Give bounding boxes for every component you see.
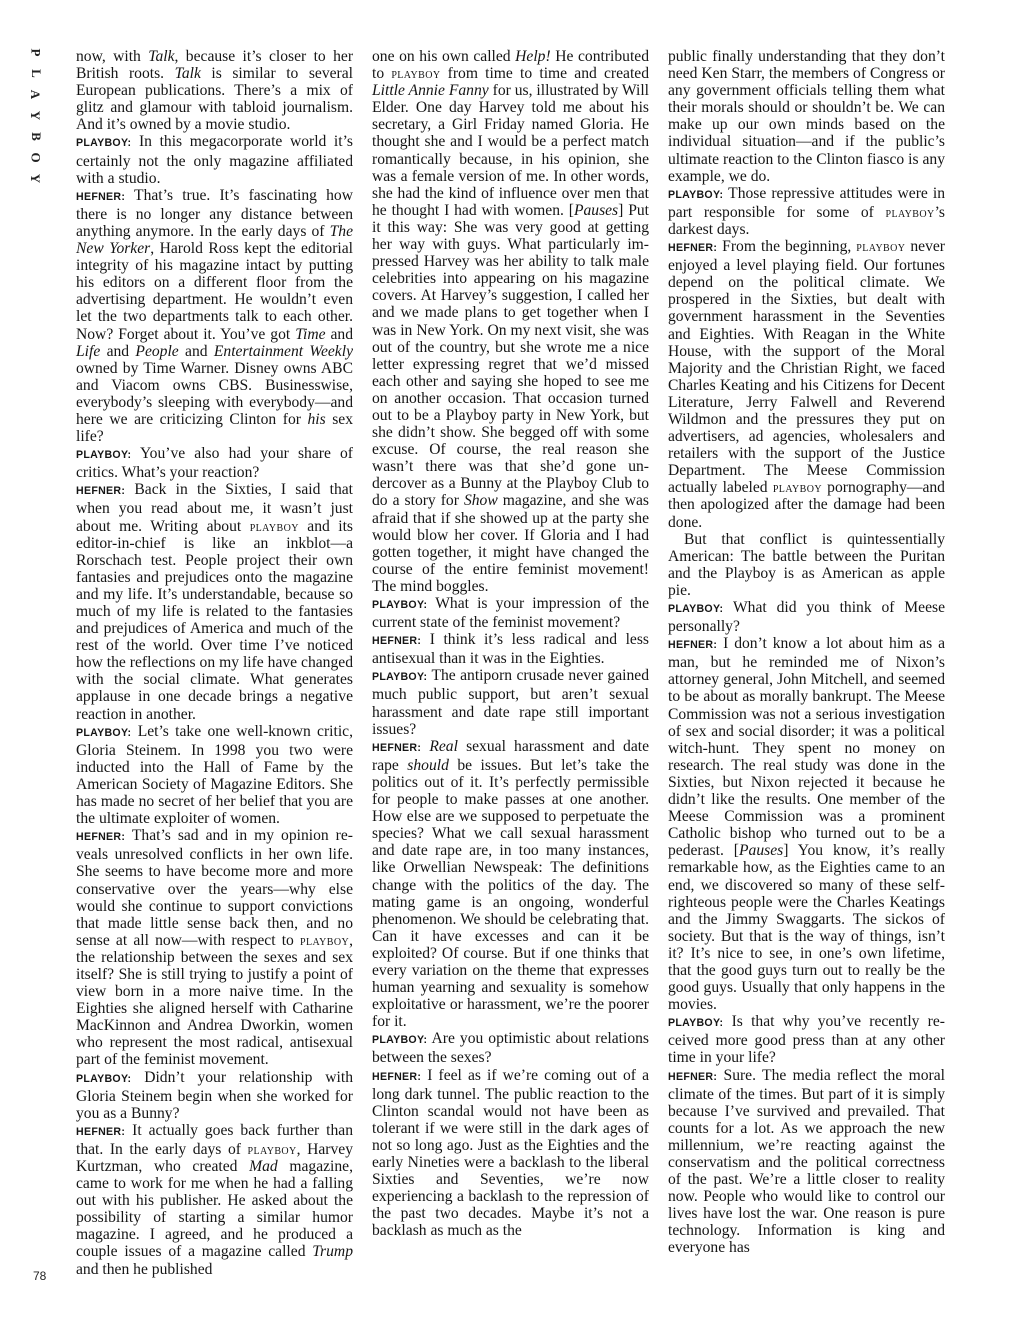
- article-paragraph: [76, 187, 353, 445]
- speaker-label: HEFNER:: [668, 639, 718, 652]
- text-run: That’s sad and in my opinion reveals unresolved conflicts in her own life. She seems to have become more and more conservative over the years—why else would she continue to support convictions that made little sense back then, and no sense at all now—with respect to: [76, 827, 353, 949]
- italic-text: Time: [295, 325, 326, 343]
- running-head-letter: P: [28, 48, 44, 57]
- running-head-letter: B: [28, 132, 44, 141]
- speaker-label: HEFNER:: [76, 1125, 126, 1138]
- small-caps-text: playboy: [772, 480, 822, 496]
- text-run: Sure. The media reflect the moral climate of the times. But part of it is simply because I’ve survived and prevailed. That counts for a lot. As we approach the new millennium, we’re reacting against the conservatism and the political correctness of the past. We’re a little closer to reality now. People who would like to control our lives have lost the war. One reason is pure technology. Information is king and everyone has: [668, 1066, 945, 1257]
- italic-text: Pauses: [739, 842, 784, 860]
- text-run: You’ve also had your share of critics. What’s your reaction?: [76, 445, 353, 482]
- article-paragraph: [372, 1067, 649, 1240]
- text-run: from time to time and created: [440, 65, 649, 83]
- italic-text: Talk: [174, 65, 201, 83]
- text-run: for us, illustrated by Will Elder. One day Harvey told me about his secretary, a Girl Friday named Gloria. He thought she and I would be a perfect match romantically because, in his opinion, she was a female version of me. In other words, she had the kind of influence over men that he thought I had with women. [: [372, 82, 650, 219]
- italic-text: Life: [76, 342, 101, 360]
- article-column-1: [76, 48, 353, 1278]
- article-paragraph: [668, 1013, 945, 1066]
- italic-text: Little Annie Fanny: [372, 82, 489, 100]
- speaker-label: HEFNER:: [76, 190, 126, 203]
- page-number: 78: [33, 1269, 47, 1283]
- text-run: Let’s take one well-known critic, Gloria Steinem. In 1998 you two were inducted into the Hall of Fame by the American Society of Magazine Editors. She has made no secret of her belief that you are the ultimate exploiter of women.: [76, 722, 353, 828]
- italic-text: Help!: [515, 48, 551, 65]
- text-run: and then he published: [76, 1260, 213, 1278]
- italic-text: his: [307, 410, 326, 428]
- text-run: That’s true. It’s fascinating how there is no longer any distance between anything anymore. In the early days of: [76, 186, 353, 240]
- article-paragraph: [372, 595, 649, 631]
- small-caps-text: playboy: [885, 204, 935, 220]
- text-run: sex life?: [76, 410, 353, 446]
- text-run: Are you optimistic about relations between the sexes?: [372, 1030, 649, 1067]
- article-paragraph: [76, 481, 353, 722]
- text-run: Back in the Sixties, I said that when you read about me, it wasn’t just about me. Writing about: [76, 481, 353, 535]
- article-paragraph: [668, 635, 945, 1013]
- italic-text: Real: [429, 737, 458, 755]
- italic-text: People: [135, 342, 179, 360]
- italic-text: Trump: [312, 1243, 353, 1261]
- italic-text: Show: [463, 492, 498, 510]
- speaker-label: PLAYBOY:: [76, 726, 132, 739]
- text-run: What is your impression of the current state of the feminist movement?: [372, 595, 649, 632]
- italic-text: should: [407, 756, 449, 774]
- running-head-letter: Y: [28, 110, 44, 121]
- text-run: The antiporn crusade never gained much public support, but aren’t sexual harassment and date rape still important issues?: [372, 667, 649, 738]
- text-run: I don’t know a lot about him as a man, but he reminded me of Nixon’s attorney general, John Mitchell, and seemed to be about as morally bankrupt. The Meese Commission was not a serious investigation of sex and social disorder; it was a political witch-hunt. They spent no money on research. The real study was done in the Sixties, but Nixon rejected it because he didn’t like the results. One member of the Meese Commission was a prominent Catholic bishop who turned out to be a pederast. [: [668, 635, 945, 860]
- text-run: public finally understanding that they don’t need Ken Starr, the members of Congress or any government officials telling them what their morals should or shouldn’t be. We can make up our own minds based on the individual situation—and if the public’s ultimate reaction to the Clinton fiasco is any example, we do.: [668, 48, 945, 185]
- article-paragraph: [668, 238, 945, 531]
- article-paragraph: [372, 667, 649, 737]
- article-column-3: [668, 48, 945, 1257]
- speaker-label: PLAYBOY:: [76, 1072, 132, 1085]
- small-caps-text: playboy: [391, 66, 441, 82]
- text-run: is similar to several European publications. There’s a mix of glitz and glamour with tabloid journalism. And it’s owned by a movie studio.: [76, 65, 354, 134]
- italic-text: Pauses: [573, 201, 619, 219]
- article-paragraph: [668, 185, 945, 238]
- running-head-letter: A: [28, 89, 44, 100]
- text-run: But that conflict is quintessentially American: The battle between the Puritan and the Playboy is as American as apple pie.: [668, 530, 945, 599]
- article-paragraph: [76, 445, 353, 481]
- article-paragraph: [76, 723, 353, 828]
- text-run: one on his own called: [372, 48, 516, 65]
- text-run: I think it’s less radical and less antisexual than it was in the Eighties.: [372, 631, 649, 668]
- text-run: , Harvey Kurtzman, who created: [76, 1140, 354, 1175]
- text-run: It actually goes back further than that. In the early days of: [76, 1121, 353, 1158]
- text-run: pornography—and then apologized after the damage had been done.: [668, 479, 945, 531]
- text-run: He contributed to: [372, 48, 649, 83]
- speaker-label: PLAYBOY:: [372, 671, 428, 684]
- text-run: magazine, came to work for me when he had a falling out with his publisher. He asked about the possibility of starting a similar humor magazine. I agreed, and he produced a couple issues of a magazine called: [76, 1158, 353, 1261]
- text-run: and its editor-in-chief is like an inkblot—a Rorschach test. People project their own fantasies and prejudices onto the magazine and my life. It’s understandable, because so much of my life is related to the fantasies and prejudices of America and much of the rest of the world. Over time I’ve noticed how the reflections on my life have changed with the social climate. What generates applause in one decade brings a negative reaction in another.: [76, 517, 353, 723]
- speaker-label: HEFNER:: [372, 741, 422, 754]
- speaker-label: PLAYBOY:: [668, 1017, 724, 1030]
- speaker-label: PLAYBOY:: [668, 603, 724, 615]
- text-run: In this megacorporate world it’s certainly not the only magazine affiliated with a studio.: [76, 133, 353, 187]
- article-paragraph: [668, 48, 945, 185]
- speaker-label: HEFNER:: [372, 1070, 422, 1083]
- text-run: ] You know, it’s really remarkable how, as the Eighties came to an end, we discovered so many of these self-righteous people were the Charles Keatings and the Jimmy Swaggarts. The sickos of society. But that is the way of things, isn’t it? It’s nice to see, in one’s own lifetime, that the good guys turn out to really be the good guys. Usually that only happens in the movies.: [668, 842, 945, 1014]
- speaker-label: PLAYBOY:: [372, 599, 428, 611]
- italic-text: Mad: [249, 1158, 278, 1175]
- text-run: From the beginning,: [717, 238, 857, 256]
- text-run: Those repressive attitudes were in part responsible for some of: [668, 184, 945, 221]
- text-run: magazine, and she was afraid that if she showed up at the party she would blow her cover. If Gloria and I had gotten together, it might have changed the course of the entire feminist movement! The mind boggles.: [372, 492, 649, 595]
- article-paragraph: [668, 1067, 945, 1257]
- text-run: , because it’s closer to her British roots.: [76, 48, 354, 83]
- small-caps-text: playboy: [299, 932, 350, 948]
- article-paragraph: [372, 1030, 649, 1066]
- speaker-label: HEFNER:: [76, 831, 126, 844]
- small-caps-text: playboy: [247, 1141, 297, 1157]
- article-paragraph: [668, 599, 945, 635]
- small-caps-text: playboy: [249, 518, 299, 534]
- text-run: , Harold Ross kept the editorial integrity of his magazine intact by putting his editors on a different floor from the advertising department. He wouldn’t even let the two departments talk to each other. Now? Forget about it. You’ve got: [76, 240, 353, 343]
- text-run: never enjoyed a level playing field. Our fortunes depend on the political climate. We prospered in the Sixties, but dealt with government harassment in the Seventies and Eighties. With Reagan in the White House, with the support of the Moral Majority and the Christian Right, we faced Charles Keating and his Citizens for Decent Literature, Jerry Falwell and Reverend Wildmon and the pressures they put on advertisers, ad agencies, wholesalers and retailers with the support of the Justice Department. The Meese Commission actually labeled: [668, 238, 945, 497]
- running-head-letter: Y: [28, 173, 44, 184]
- italic-text: Talk: [148, 48, 175, 65]
- text-run: I feel as if we’re coming out of a long dark tunnel. The public reaction to the Clinton scandal would not have been as tolerant if we were still in the dark ages of not so long ago. Just as the Eighties and the early Nineties were a backlash to the liberal Sixties and Seventies, we’re now experiencing a backlash to the repression of the past two decades. Maybe it’s not a backlash as much as the: [372, 1066, 649, 1240]
- article-paragraph: [76, 827, 353, 1068]
- text-run: ] Put it this way: She was very good at getting her way with guys. What particularly impressed Harvey was her ability to talk male celebrities into appearing on his magazine covers. At Harvey’s suggestion, I called her and we made plans to get together when I was in New York. On my next visit, she was out of the country, but she wrote me a nice letter expressing regret that we’d missed each other and saying she hoped to see me on another occasion. That occasion turned out to be a Playboy party in New York, but she didn’t show. She begged off with some excuse. Of course, the real reason she wasn’t there was that she’d gone undercover as a Bunny at the Playboy Club to do a story for: [372, 201, 649, 510]
- running-head-letter: L: [28, 69, 44, 78]
- article-paragraph: [76, 1122, 353, 1278]
- italic-text: Entertainment Weekly: [213, 342, 353, 360]
- article-paragraph: [76, 133, 353, 186]
- text-run: Didn’t your relationship with Gloria Steinem begin when she worked for you as a Bunny?: [76, 1068, 353, 1122]
- article-paragraph: [372, 738, 649, 1031]
- text-run: now, with: [76, 48, 149, 65]
- article-paragraph: [76, 48, 353, 133]
- speaker-label: PLAYBOY:: [668, 188, 724, 201]
- text-run: and: [100, 342, 136, 360]
- text-run: What did you think of Meese personally?: [668, 599, 945, 636]
- text-run: be issues. But let’s take the politics out of it. It’s perfectly permissible for people to make passes at one another. How else are we supposed to perpetuate the species? What we call sexual harassment and date rape are, in too many instances, like Orwellian Newspeak: The definitions change with the politics of the day. The mating game is an ongoing, wonderful phenomenon. We should be celebrating that. Can it have excesses and can it be exploited? Of course. But if one thinks that every variation on the theme that expresses human yearning and sexuality is somehow exploitative or harassment, we’re the poorer for it.: [372, 756, 650, 1031]
- speaker-label: PLAYBOY:: [372, 1034, 428, 1047]
- speaker-label: HEFNER:: [76, 485, 126, 498]
- speaker-label: HEFNER:: [372, 635, 422, 648]
- text-run: and: [325, 325, 353, 343]
- text-run: owned by Time Warner. Disney owns ABC and Viacom owns CBS. Businesswise, everybody’s sleeping with everybody—and here we are criticizing Clinton for: [76, 359, 353, 428]
- speaker-label: PLAYBOY:: [76, 449, 132, 462]
- text-run: sexual harassment and date rape: [372, 737, 649, 774]
- article-paragraph: [668, 531, 945, 599]
- speaker-label: HEFNER:: [668, 242, 718, 255]
- text-run: Is that why you’ve recently received more good press than at any other time in your life?: [668, 1013, 945, 1067]
- running-head-letter: O: [28, 152, 44, 163]
- small-caps-text: playboy: [856, 239, 906, 255]
- speaker-label: PLAYBOY:: [76, 137, 132, 150]
- article-paragraph: [372, 631, 649, 667]
- article-paragraph: [76, 1069, 353, 1122]
- article-column-2: [372, 48, 649, 1239]
- text-run: , the relationship between the sexes and sex itself? She is still trying to justify a point of view born in a more naive time. In the Eighties she aligned herself with Catharine MacKinnon and Andrea Dworkin, women who represent the most radical, antisexual part of the feminist movement.: [76, 931, 353, 1069]
- article-paragraph: [372, 48, 649, 595]
- italic-text: The New Yorker: [76, 222, 353, 258]
- text-run: and: [178, 342, 214, 360]
- running-head-playboy: [26, 42, 46, 189]
- speaker-label: HEFNER:: [668, 1070, 718, 1083]
- text-run: ’s darkest days.: [668, 203, 945, 238]
